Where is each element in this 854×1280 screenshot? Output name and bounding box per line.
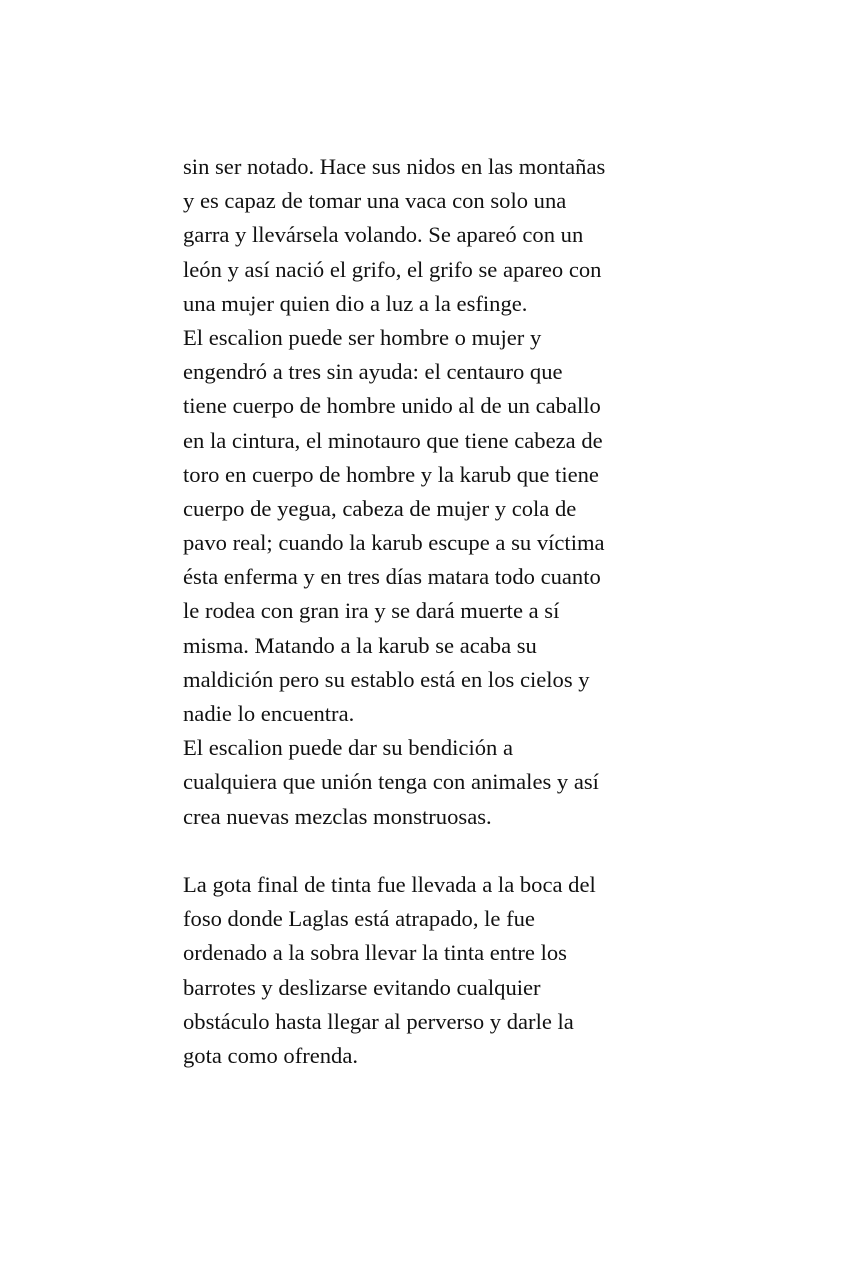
text-line: El escalion puede ser hombre o mujer y [183,324,542,350]
text-line: cuerpo de yegua, cabeza de mujer y cola de [183,495,577,521]
body-text [183,150,683,1073]
text-line: gota como ofrenda. [183,1042,359,1068]
paragraph-break [183,834,683,868]
text-line: cualquiera que unión tenga con animales y así [183,769,599,795]
text-line: garra y llevársela volando. Se apareó con un [183,222,584,248]
text-line: La gota final de tinta fue llevada a la boca del [183,871,596,897]
text-line: ésta enferma y en tres días matara todo cuanto [183,564,601,590]
text-line: barrotes y deslizarse evitando cualquier [183,974,541,1000]
text-line: misma. Matando a la karub se acaba su [183,632,537,658]
text-line: crea nuevas mezclas monstruosas. [183,803,492,829]
text-line: una mujer quien dio a luz a la esfinge. [183,290,528,316]
text-line: tiene cuerpo de hombre unido al de un caballo [183,393,601,419]
text-line: foso donde Laglas está atrapado, le fue [183,906,535,932]
text-line: toro en cuerpo de hombre y la karub que tiene [183,461,599,487]
text-line: león y así nació el grifo, el grifo se apareo con [183,256,602,282]
text-line: ordenado a la sobra llevar la tinta entre los [183,940,567,966]
text-line: le rodea con gran ira y se dará muerte a sí [183,598,560,624]
text-line: sin ser notado. Hace sus nidos en las montañas [183,154,606,179]
text-line: en la cintura, el minotauro que tiene cabeza de [183,427,603,453]
text-line: nadie lo encuentra. [183,701,355,726]
text-line: y es capaz de tomar una vaca con solo una [183,188,567,214]
text-line: obstáculo hasta llegar al perverso y darle la [183,1008,574,1034]
text-line: maldición pero su establo está en los cielos y [183,666,590,692]
text-line: El escalion puede dar su bendición a [183,735,514,761]
text-line: engendró a tres sin ayuda: el centauro que [183,359,563,385]
text-line: pavo real; cuando la karub escupe a su víctima [183,530,605,556]
